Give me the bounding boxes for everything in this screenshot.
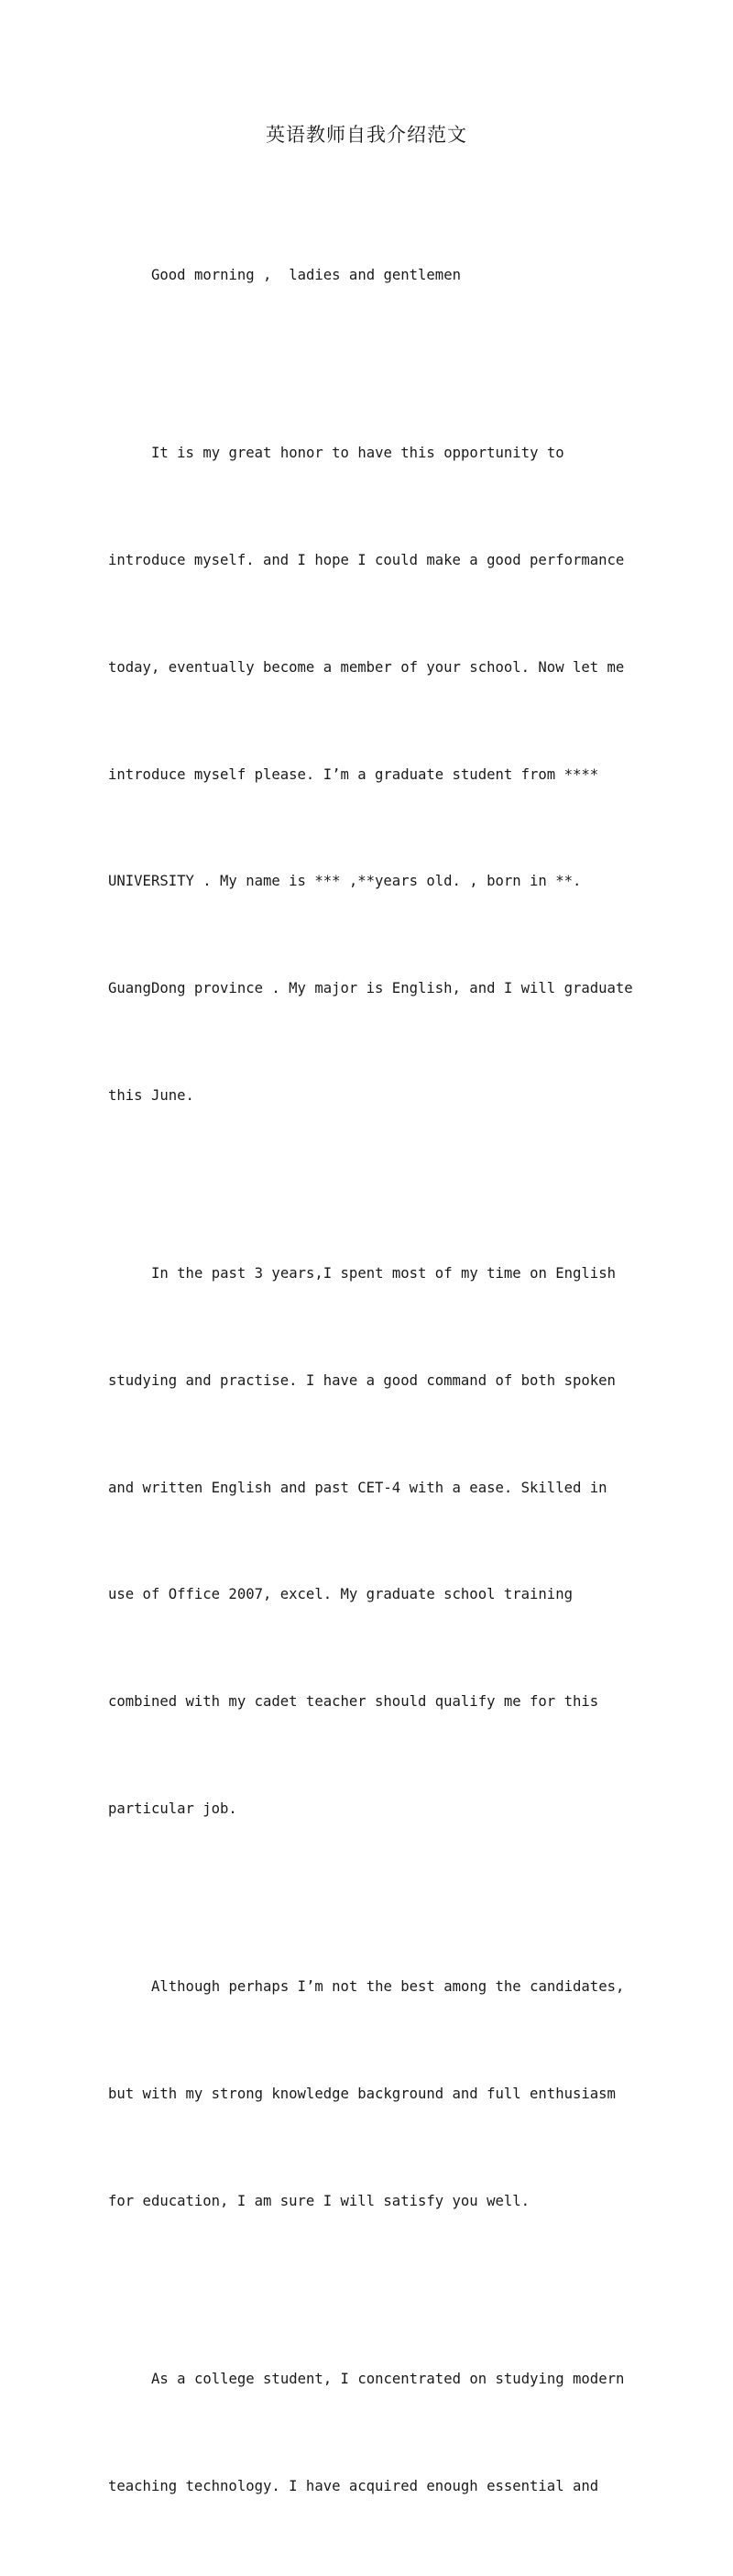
paragraph (108, 1899, 635, 2291)
text-line: In the past 3 years,I spent most of my time on English (151, 1265, 616, 1282)
text-line: combined with my cadet teacher should qualify me for this (108, 1693, 599, 1711)
paragraph (108, 365, 635, 1185)
text-line: studying and practise. I have a good command of both spoken (108, 1371, 616, 1389)
text-line: but with my strong knowledge background and full enthusiasm (108, 2086, 616, 2103)
text-line: for education, I am sure I will satisfy you well. (108, 2192, 531, 2209)
text-line: As a college student, I concentrated on studying modern (151, 2371, 625, 2388)
text-line: introduce myself please. I’m a graduate student from **** (108, 765, 599, 783)
text-line: use of Office 2007, excel. My graduate school training (108, 1586, 573, 1603)
text-line: introduce myself. and I hope I could make a good performance (108, 552, 625, 569)
text-line: particular job. (108, 1800, 237, 1817)
text-line: today, eventually become a member of your school. Now let me (108, 658, 625, 676)
text-line: and written English and past CET-4 with a ease. Skilled in (108, 1479, 607, 1496)
text-line: Good morning , ladies and gentlemen (151, 266, 461, 283)
paragraph (108, 186, 635, 365)
text-line: It is my great honor to have this opportunity to (151, 445, 564, 462)
text-line: GuangDong province . My major is English, and I will graduate (108, 979, 633, 996)
text-line: UNIVERSITY . My name is *** ,**years old. , born in **. (108, 873, 582, 890)
paragraph (108, 1184, 635, 1898)
text-line: teaching technology. I have acquired enough essential and (108, 2478, 599, 2494)
document-body (108, 186, 635, 2576)
document-title: 英语教师自我介绍范文 (266, 124, 467, 146)
paragraph (108, 2290, 635, 2575)
text-line: Although perhaps I’m not the best among the candidates, (151, 1978, 625, 1996)
text-line: this June. (108, 1086, 194, 1104)
